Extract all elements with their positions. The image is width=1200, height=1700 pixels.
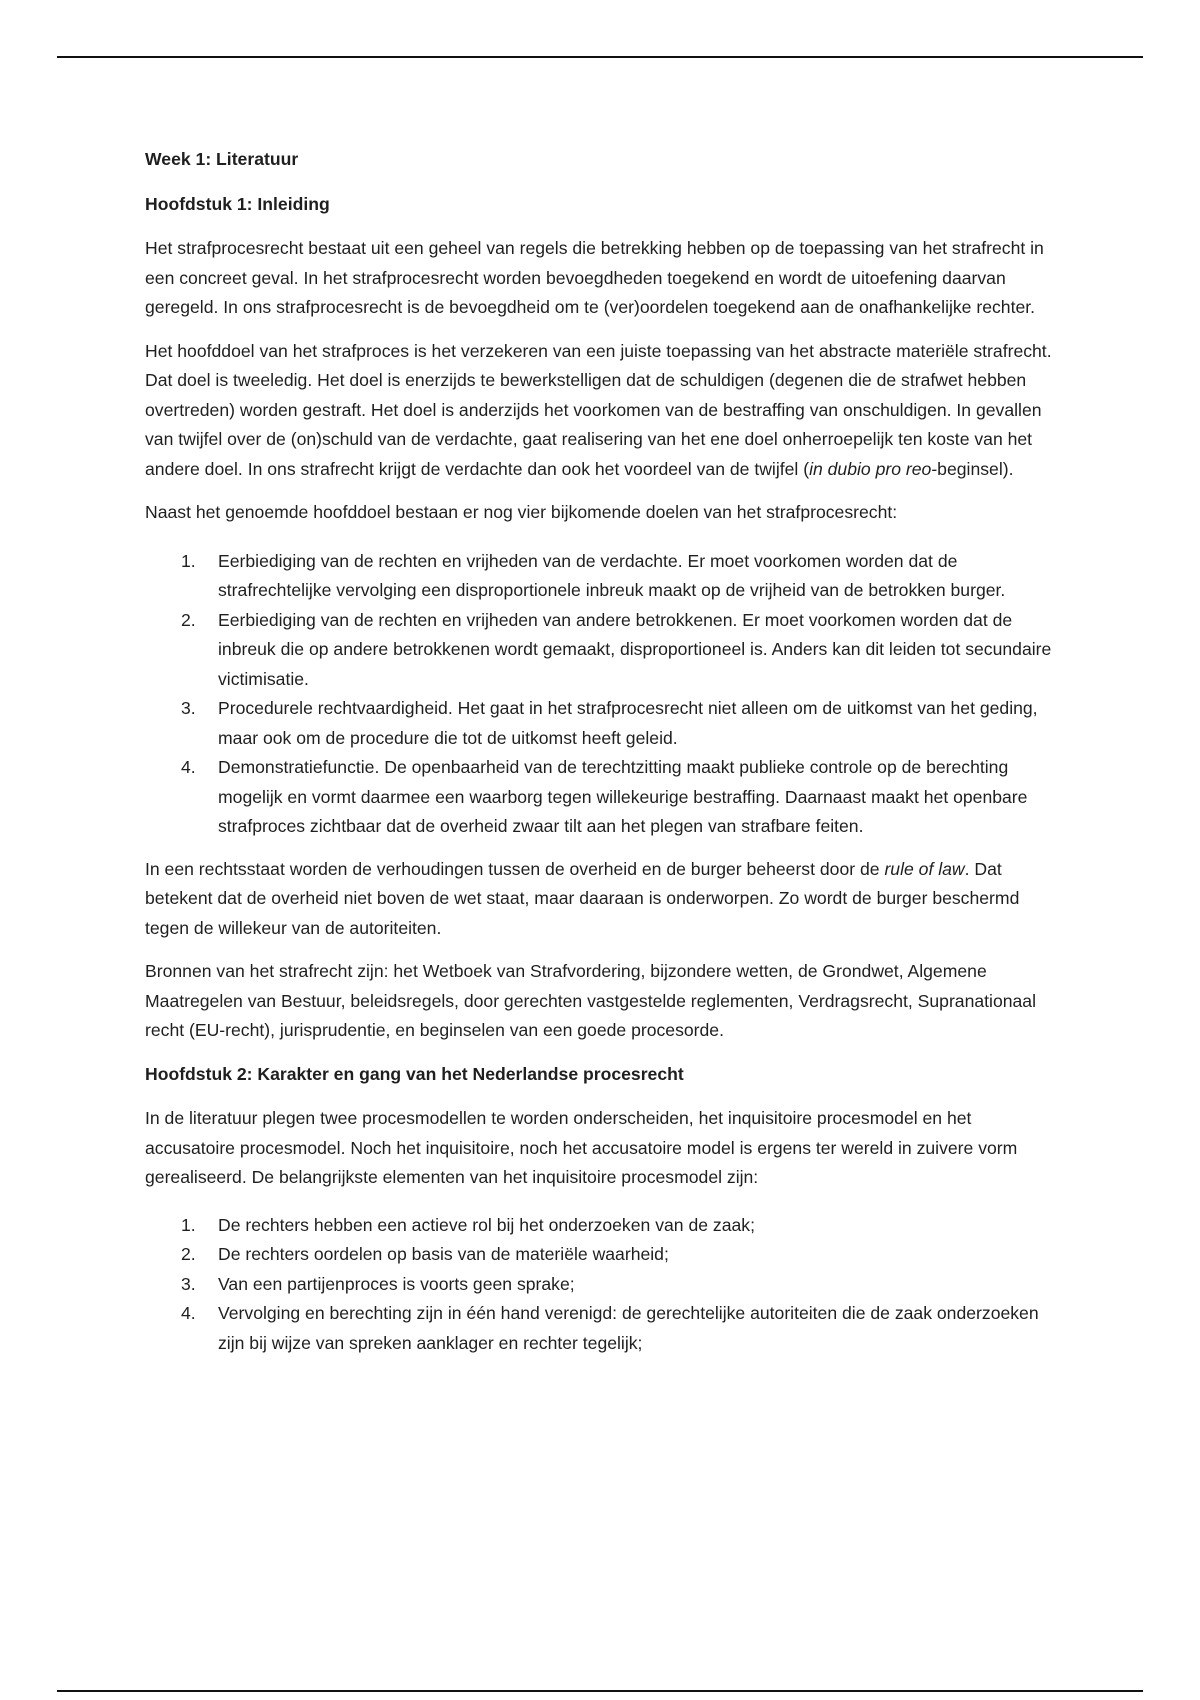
list-item: 1. De rechters hebben een actieve rol bij het onderzoeken van de zaak; [181, 1214, 755, 1235]
inquisitorial-elements-list [145, 1211, 1065, 1359]
chapter-2-heading: Hoofdstuk 2: Karakter en gang van het Nederlandse procesrecht [145, 1063, 684, 1084]
list-item: 4. Vervolging en berechting zijn in één hand verenigd: de gerechtelijke autoriteiten die de zaak onderzoeken zijn bij wijze van spreken aanklager en rechter tegelijk; [181, 1303, 1039, 1353]
chapter-1-paragraph-2: Het hoofddoel van het strafproces is het verzekeren van een juiste toepassing van het abstracte materiële strafrecht. Dat doel is tweeledig. Het doel is enerzijds te bewerkstelligen dat de schuldigen (degenen die de strafwet hebben overtreden) worden gestraft. Het doel is anderzijds het voorkomen van de bestraffing van onschuldigen. In gevallen van twijfel over de (on)schuld van de verdachte, gaat realisering van het ene doel onherroepelijk ten koste van het andere doel. In ons strafrecht krijgt de verdachte dan ook het voordeel van de twijfel (in dubio pro reo-beginsel). [145, 340, 1052, 479]
chapter-1-paragraph-3: Naast het genoemde hoofddoel bestaan er nog vier bijkomende doelen van het strafprocesrecht: [145, 502, 898, 522]
chapter-1-paragraph-1: Het strafprocesrecht bestaat uit een geheel van regels die betrekking hebben op de toepassing van het strafrecht in een concreet geval. In het strafprocesrecht worden bevoegdheden toegekend en wordt de uitoefening daarvan geregeld. In ons strafprocesrecht is de bevoegdheid om te (ver)oordelen toegekend aan de onafhankelijke rechter. [145, 238, 1044, 317]
list-item: 2. De rechters oordelen op basis van de materiële waarheid; [181, 1244, 669, 1264]
list-item: 2. Eerbiediging van de rechten en vrijheden van andere betrokkenen. Er moet voorkomen worden dat de inbreuk die op andere betrokkenen wordt gemaakt, disproportioneel is. Anders kan dit leiden tot secundaire victimisatie. [181, 609, 1052, 689]
footer-rule [57, 1690, 1143, 1692]
week-title: Week 1: Literatuur [145, 149, 299, 169]
list-item: 1. Eerbiediging van de rechten en vrijheden van de verdachte. Er moet voorkomen worden dat de strafrechtelijke vervolging een disproportionele inbreuk maakt op de vrijheid van de betrokken burger. [181, 550, 1006, 600]
chapter-1-heading: Hoofdstuk 1: Inleiding [145, 193, 330, 214]
goals-list [145, 547, 1065, 842]
document-body [145, 145, 1065, 1372]
header-rule [57, 56, 1143, 58]
chapter-1-paragraph-5: Bronnen van het strafrecht zijn: het Wetboek van Strafvordering, bijzondere wetten, de Grondwet, Algemene Maatregelen van Bestuur, beleidsregels, door gerechten vastgestelde reglementen, Verdragsrecht, Supranationaal recht (EU-recht), jurisprudentie, en beginselen van een goede procesorde. [145, 961, 1037, 1040]
list-item: 4. Demonstratiefunctie. De openbaarheid van de terechtzitting maakt publieke controle op de berechting mogelijk en vormt daarmee een waarborg tegen willekeurige bestraffing. Daarnaast maakt het openbare strafproces zichtbaar dat de overheid zwaar tilt aan het plegen van strafbare feiten. [181, 757, 1028, 836]
chapter-2-paragraph-1: In de literatuur plegen twee procesmodellen te worden onderscheiden, het inquisitoire procesmodel en het accusatoire procesmodel. Noch het inquisitoire, noch het accusatoire model is ergens ter wereld in zuivere vorm gerealiseerd. De belangrijkste elementen van het inquisitoire procesmodel zijn: [145, 1108, 1018, 1187]
chapter-1-paragraph-4: In een rechtsstaat worden de verhoudingen tussen de overheid en de burger beheerst door de rule of law. Dat betekent dat de overheid niet boven de wet staat, maar daaraan is onderworpen. Zo wordt de burger beschermd tegen de willekeur van de autoriteiten. [145, 858, 1020, 938]
list-item: 3. Procedurele rechtvaardigheid. Het gaat in het strafprocesrecht niet alleen om de uitkomst van het geding, maar ook om de procedure die tot de uitkomst heeft geleid. [181, 698, 1038, 748]
list-item: 3. Van een partijenproces is voorts geen sprake; [181, 1273, 575, 1294]
